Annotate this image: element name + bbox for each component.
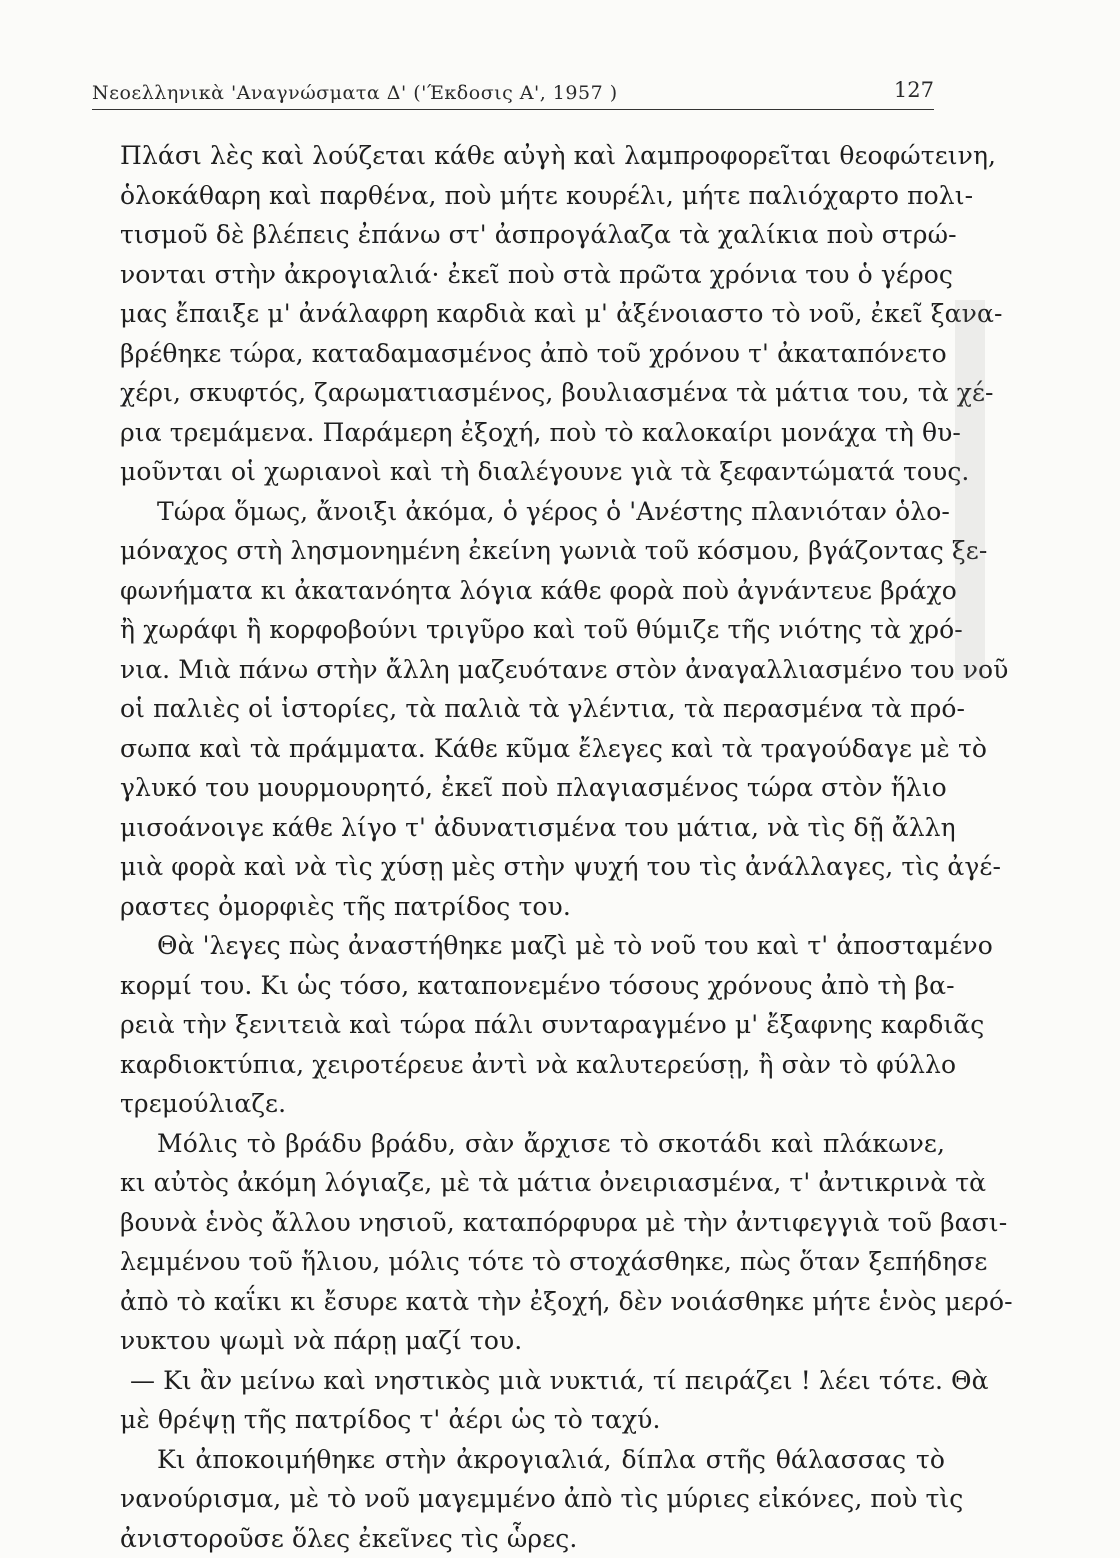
text-line: βουνὰ ἑνὸς ἄλλου νησιοῦ, καταπόρφυρα μὲ τὴν ἀντιφεγγιὰ τοῦ βασι- <box>120 1203 945 1243</box>
text-line: γλυκό του μουρμουρητό, ἐκεῖ ποὺ πλαγιασμένος τώρα στὸν ἥλιο <box>120 768 945 808</box>
text-line: Τώρα ὅμως, ἄνοιξι ἀκόμα, ὁ γέρος ὁ 'Ανέστης πλανιόταν ὁλο- <box>120 492 945 532</box>
text-line: φωνήματα κι ἀκατανόητα λόγια κάθε φορὰ ποὺ ἀγνάντευε βράχο <box>120 571 945 611</box>
text-line: κορμί του. Κι ὡς τόσο, καταπονεμένο τόσους χρόνους ἀπὸ τὴ βα- <box>120 966 945 1006</box>
text-line: νια. Μιὰ πάνω στὴν ἄλλη μαζευότανε στὸν ἀναγαλλιασμένο του νοῦ <box>120 650 945 690</box>
header-title: Νεοελληνικὰ 'Αναγνώσματα Δ' ('Έκδοσις Α', 1957 ) <box>92 82 618 104</box>
running-header <box>92 78 934 108</box>
text-line: μόναχος στὴ λησμονημένη ἐκείνη γωνιὰ τοῦ κόσμου, βγάζοντας ξε- <box>120 531 945 571</box>
text-line: μοῦνται οἱ χωριανοὶ καὶ τὴ διαλέγουνε γιὰ τὰ ξεφαντώματά τους. <box>120 452 945 492</box>
text-line: — Κι ἂν μείνω καὶ νηστικὸς μιὰ νυκτιά, τί πειράζει ! λέει τότε. Θὰ <box>120 1361 945 1401</box>
text-line: κι αὐτὸς ἀκόμη λόγιαζε, μὲ τὰ μάτια ὀνειριασμένα, τ' ἀντικρινὰ τὰ <box>120 1163 945 1203</box>
text-line: τισμοῦ δὲ βλέπεις ἐπάνω στ' ἀσπρογάλαζα τὰ χαλίκια ποὺ στρώ- <box>120 215 945 255</box>
text-line: καρδιοκτύπια, χειροτέρευε ἀντὶ νὰ καλυτερεύσῃ, ἢ σὰν τὸ φύλλο <box>120 1045 945 1085</box>
bleed-through-mark <box>935 300 1005 680</box>
text-line: νονται στὴν ἀκρογιαλιά· ἐκεῖ ποὺ στὰ πρῶτα χρόνια του ὁ γέρος <box>120 255 945 295</box>
body-text <box>120 136 945 1558</box>
text-line: βρέθηκε τώρα, καταδαμασμένος ἀπὸ τοῦ χρόνου τ' ἀκαταπόνετο <box>120 334 945 374</box>
text-line: μιὰ φορὰ καὶ νὰ τὶς χύσῃ μὲς στὴν ψυχή του τὶς ἀνάλλαγες, τὶς ἀγέ- <box>120 847 945 887</box>
text-line: ὁλοκάθαρη καὶ παρθένα, ποὺ μήτε κουρέλι, μήτε παλιόχαρτο πολι- <box>120 176 945 216</box>
text-line: ρειὰ τὴν ξενιτειὰ καὶ τώρα πάλι συνταραγμένο μ' ἔξαφνης καρδιᾶς <box>120 1005 945 1045</box>
text-line: μὲ θρέψῃ τῆς πατρίδος τ' ἀέρι ὡς τὸ ταχύ. <box>120 1400 945 1440</box>
text-line: ρια τρεμάμενα. Παράμερη ἐξοχή, ποὺ τὸ καλοκαίρι μονάχα τὴ θυ- <box>120 413 945 453</box>
text-line: ἀνιστοροῦσε ὅλες ἐκεῖνες τὶς ὧρες. <box>120 1519 945 1558</box>
header-rule <box>92 109 934 110</box>
text-line: νυκτου ψωμὶ νὰ πάρῃ μαζί του. <box>120 1321 945 1361</box>
text-line: Κι ἀποκοιμήθηκε στὴν ἀκρογιαλιά, δίπλα στῆς θάλασσας τὸ <box>120 1440 945 1480</box>
text-line: οἱ παλιὲς οἱ ἱστορίες, τὰ παλιὰ τὰ γλέντια, τὰ περασμένα τὰ πρό- <box>120 689 945 729</box>
text-line: ἢ χωράφι ἢ κορφοβούνι τριγῦρο καὶ τοῦ θύμιζε τῆς νιότης τὰ χρό- <box>120 610 945 650</box>
text-line: Θὰ 'λεγες πὼς ἀναστήθηκε μαζὶ μὲ τὸ νοῦ του καὶ τ' ἀποσταμένο <box>120 926 945 966</box>
text-line: χέρι, σκυφτός, ζαρωματιασμένος, βουλιασμένα τὰ μάτια του, τὰ χέ- <box>120 373 945 413</box>
page-number: 127 <box>894 78 934 102</box>
text-line: λεμμένου τοῦ ἥλιου, μόλις τότε τὸ στοχάσθηκε, πὼς ὅταν ξεπήδησε <box>120 1242 945 1282</box>
text-line: ἀπὸ τὸ καΐκι κι ἔσυρε κατὰ τὴν ἐξοχή, δὲν νοιάσθηκε μήτε ἑνὸς μερό- <box>120 1282 945 1322</box>
text-line: τρεμούλιαζε. <box>120 1084 945 1124</box>
text-line: ραστες ὀμορφιὲς τῆς πατρίδος του. <box>120 887 945 927</box>
text-line: νανούρισμα, μὲ τὸ νοῦ μαγεμμένο ἀπὸ τὶς μύριες εἰκόνες, ποὺ τὶς <box>120 1479 945 1519</box>
text-line: σωπα καὶ τὰ πράμματα. Κάθε κῦμα ἔλεγες καὶ τὰ τραγούδαγε μὲ τὸ <box>120 729 945 769</box>
text-line: μας ἔπαιξε μ' ἀνάλαφρη καρδιὰ καὶ μ' ἀξένοιαστο τὸ νοῦ, ἐκεῖ ξανα- <box>120 294 945 334</box>
text-line: Μόλις τὸ βράδυ βράδυ, σὰν ἄρχισε τὸ σκοτάδι καὶ πλάκωνε, <box>120 1124 945 1164</box>
text-line: μισοάνοιγε κάθε λίγο τ' ἀδυνατισμένα του μάτια, νὰ τὶς δῇ ἄλλη <box>120 808 945 848</box>
text-line: Πλάσι λὲς καὶ λούζεται κάθε αὐγὴ καὶ λαμπροφορεῖται θεοφώτεινη, <box>120 136 945 176</box>
